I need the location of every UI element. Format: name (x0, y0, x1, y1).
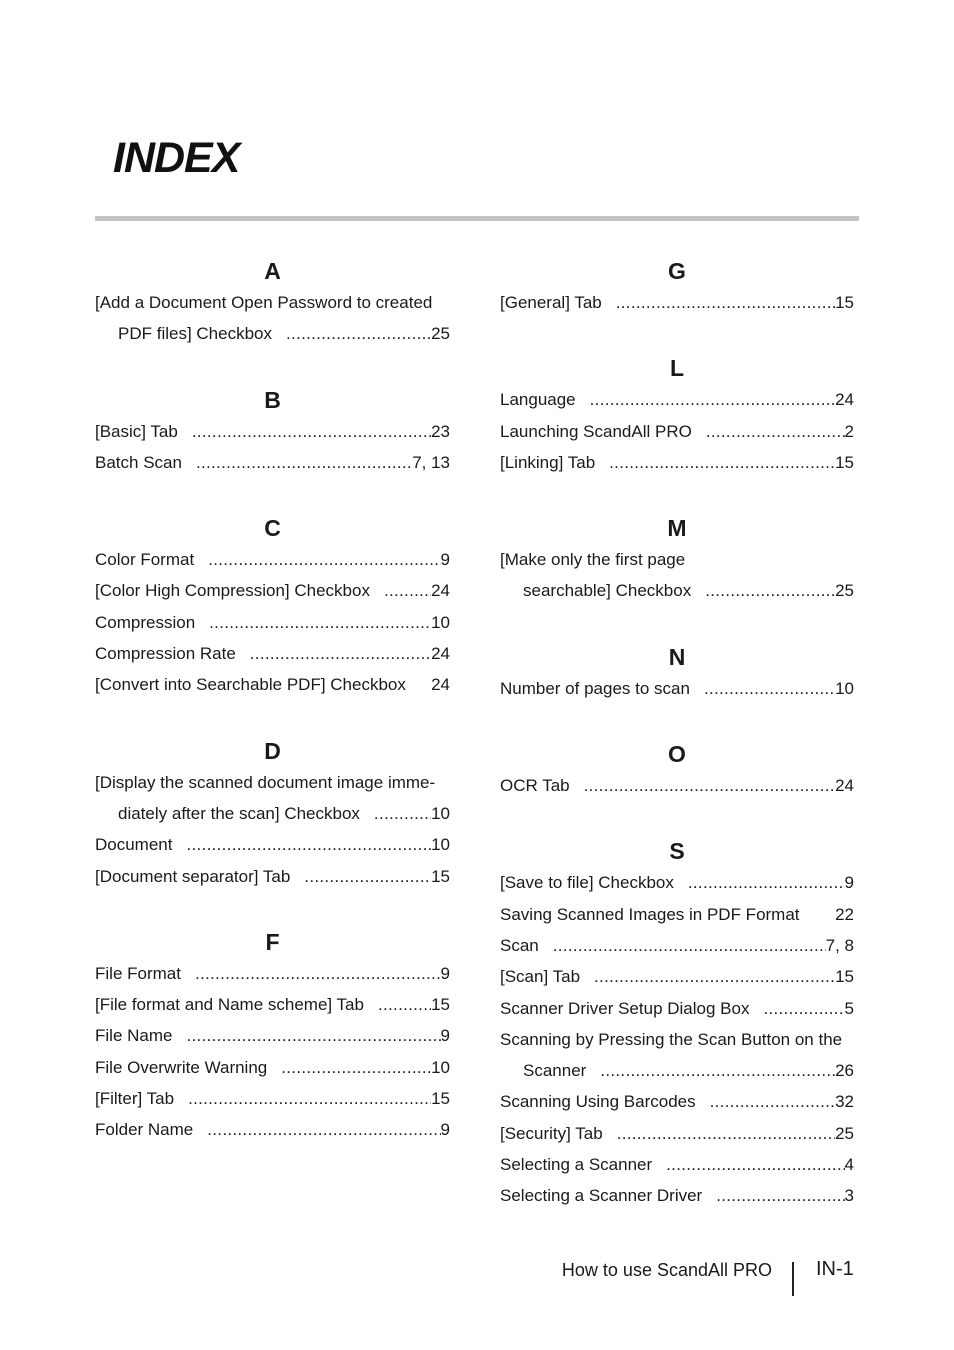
index-term: PDF files] Checkbox (118, 324, 272, 344)
dot-leader (553, 930, 826, 961)
dot-leader (609, 447, 835, 478)
dot-leader (600, 1055, 835, 1086)
section-letter: L (669, 355, 685, 382)
index-entry (500, 575, 854, 606)
index-column-right (500, 255, 854, 1246)
dot-leader (186, 829, 431, 860)
dot-leader (710, 1086, 835, 1117)
page-title: INDEX (113, 134, 240, 182)
index-term: Compression Rate (95, 644, 236, 664)
index-entry (95, 767, 450, 798)
dot-leader (192, 416, 431, 447)
index-term: File Format (95, 963, 181, 983)
footer-manual-title: How to use ScandAll PRO (561, 1260, 772, 1280)
index-section-g (500, 255, 854, 318)
dot-leader (209, 607, 431, 638)
section-letter: F (265, 928, 280, 955)
index-entry (500, 770, 854, 801)
index-term: [Security] Tab (500, 1123, 603, 1143)
index-term: Scanning Using Barcodes (500, 1092, 696, 1112)
page-reference: 15 (835, 967, 854, 987)
index-entry (500, 416, 854, 447)
index-term: [General] Tab (500, 293, 602, 312)
index-term: Color Format (95, 550, 195, 570)
index-term: diately after the scan] Checkbox (118, 803, 360, 823)
index-term: [File format and Name scheme] Tab (95, 995, 364, 1015)
dot-leader (374, 798, 431, 829)
dot-leader (688, 867, 845, 898)
index-entry (500, 1086, 854, 1117)
index-term: [Linking] Tab (500, 452, 596, 472)
index-term: Number of pages to scan (500, 678, 690, 698)
page-reference: 32 (835, 1092, 854, 1112)
page-reference: 25 (431, 324, 450, 344)
page-reference: 9 (440, 1120, 450, 1140)
index-column-left (95, 255, 450, 1180)
index-entry (500, 1055, 854, 1086)
index-term: Selecting a Scanner (500, 1155, 653, 1175)
section-letter: M (667, 515, 687, 542)
page-reference: 22 (835, 904, 854, 924)
page-reference: 7, 13 (412, 452, 450, 472)
dot-leader (186, 1020, 440, 1051)
index-term: [Make only the first page (500, 550, 686, 570)
index-term: [Display the scanned document image imme- (95, 772, 436, 792)
dot-leader (584, 770, 835, 801)
page-reference: 15 (835, 293, 854, 312)
page-reference: 15 (431, 1089, 450, 1109)
dot-leader (705, 575, 835, 606)
page-reference: 24 (835, 776, 854, 796)
index-entry (95, 861, 450, 892)
dot-leader (207, 1114, 440, 1145)
index-term: Selecting a Scanner Driver (500, 1186, 703, 1206)
index-entry (500, 544, 854, 575)
index-section-a (95, 255, 450, 350)
dot-leader (763, 993, 844, 1024)
page-reference: 4 (844, 1155, 854, 1175)
index-term: Scan (500, 935, 539, 955)
page-reference: 9 (440, 963, 450, 983)
index-entry (500, 673, 854, 704)
index-entry (95, 958, 450, 989)
page-reference: 10 (835, 678, 854, 698)
dot-leader (286, 318, 431, 349)
page-reference: 15 (431, 995, 450, 1015)
index-entry (95, 544, 450, 575)
page-reference: 10 (431, 803, 450, 823)
index-entry (95, 287, 450, 318)
index-entry (95, 1083, 450, 1114)
index-entry (500, 993, 854, 1024)
index-term: searchable] Checkbox (523, 581, 692, 601)
index-section-s (500, 835, 854, 1211)
index-entry (95, 1020, 450, 1051)
page-reference: 10 (431, 612, 450, 632)
dot-leader (188, 1083, 431, 1114)
index-entry (95, 607, 450, 638)
footer-page-number: IN-1 (816, 1258, 854, 1280)
page-reference: 5 (844, 998, 854, 1018)
dot-leader (250, 638, 431, 669)
index-entry (95, 575, 450, 606)
page-reference: 9 (440, 550, 450, 570)
dot-leader (616, 287, 835, 318)
index-term: File Name (95, 1026, 173, 1046)
index-entry (95, 989, 450, 1020)
dot-leader (590, 384, 835, 415)
index-section-n (500, 641, 854, 704)
index-section-l (500, 352, 854, 478)
index-term: [Convert into Searchable PDF] Checkbox (95, 675, 406, 695)
page-reference: 2 (844, 421, 854, 441)
index-term: Language (500, 390, 576, 410)
section-letter: A (264, 258, 281, 284)
section-letter: O (668, 741, 686, 768)
index-term: [Add a Document Open Password to created (95, 293, 433, 312)
index-entry (500, 447, 854, 478)
dot-leader (378, 989, 431, 1020)
index-entry (500, 899, 854, 930)
index-entry (500, 961, 854, 992)
index-entry (500, 1180, 854, 1211)
index-term: [Basic] Tab (95, 421, 178, 441)
page-reference: 10 (431, 1057, 450, 1077)
index-term: OCR Tab (500, 776, 570, 796)
index-section-c (95, 512, 450, 700)
index-entry (500, 384, 854, 415)
page-reference: 10 (431, 835, 450, 855)
section-letter: B (264, 386, 281, 413)
index-entry (95, 318, 450, 349)
dot-leader (196, 447, 412, 478)
index-entry (95, 1114, 450, 1145)
index-term: [Document separator] Tab (95, 866, 291, 886)
page-reference: 25 (835, 581, 854, 601)
index-section-o (500, 738, 854, 801)
index-term: File Overwrite Warning (95, 1057, 268, 1077)
index-section-m (500, 512, 854, 607)
dot-leader (666, 1149, 844, 1180)
section-letter: N (668, 643, 686, 670)
index-term: Saving Scanned Images in PDF Format (500, 904, 800, 924)
page-reference: 15 (431, 866, 450, 886)
dot-leader (716, 1180, 844, 1211)
page-reference: 15 (835, 452, 854, 472)
page-reference: 9 (844, 873, 854, 893)
index-term: Scanner Driver Setup Dialog Box (500, 998, 750, 1018)
dot-leader (281, 1052, 431, 1083)
section-letter: G (668, 258, 686, 284)
index-entry (500, 867, 854, 898)
dot-leader (594, 961, 835, 992)
index-term: [Color High Compression] Checkbox (95, 581, 370, 601)
section-letter: D (264, 737, 281, 764)
page-reference: 24 (431, 644, 450, 664)
index-term: Batch Scan (95, 452, 182, 472)
index-entry (95, 669, 450, 700)
index-entry (95, 416, 450, 447)
index-entry (95, 798, 450, 829)
footer-divider (792, 1262, 794, 1296)
page-reference: 24 (835, 390, 854, 410)
index-term: Launching ScandAll PRO (500, 421, 692, 441)
index-entry (500, 930, 854, 961)
dot-leader (195, 958, 441, 989)
index-entry (500, 1149, 854, 1180)
page-reference: 7, 8 (825, 935, 854, 955)
index-entry (500, 1024, 854, 1055)
index-section-b (95, 384, 450, 479)
index-term: Scanner (523, 1061, 587, 1081)
index-term: Scanning by Pressing the Scan Button on the (500, 1029, 843, 1049)
index-term: [Filter] Tab (95, 1089, 175, 1109)
title-divider (95, 216, 859, 221)
page-reference: 9 (440, 1026, 450, 1046)
dot-leader (384, 575, 431, 606)
page-reference: 24 (431, 675, 450, 695)
index-term: Folder Name (95, 1120, 194, 1140)
page-reference: 3 (844, 1186, 854, 1206)
section-letter: C (264, 515, 281, 542)
index-term: [Scan] Tab (500, 967, 581, 987)
index-entry (500, 287, 854, 318)
index-term: Document (95, 835, 173, 855)
dot-leader (706, 416, 845, 447)
page-reference: 24 (431, 581, 450, 601)
dot-leader (617, 1118, 835, 1149)
index-entry (95, 1052, 450, 1083)
dot-leader (208, 544, 440, 575)
index-entry (95, 829, 450, 860)
page-reference: 25 (835, 1123, 854, 1143)
index-section-f (95, 926, 450, 1146)
dot-leader (304, 861, 431, 892)
page-reference: 26 (835, 1061, 854, 1081)
index-entry (95, 638, 450, 669)
index-term: [Save to file] Checkbox (500, 873, 674, 893)
index-term: Compression (95, 612, 196, 632)
dot-leader (704, 673, 835, 704)
index-entry (95, 447, 450, 478)
section-letter: S (669, 838, 685, 865)
index-entry (500, 1118, 854, 1149)
page-reference: 23 (431, 421, 450, 441)
index-section-d (95, 735, 450, 892)
